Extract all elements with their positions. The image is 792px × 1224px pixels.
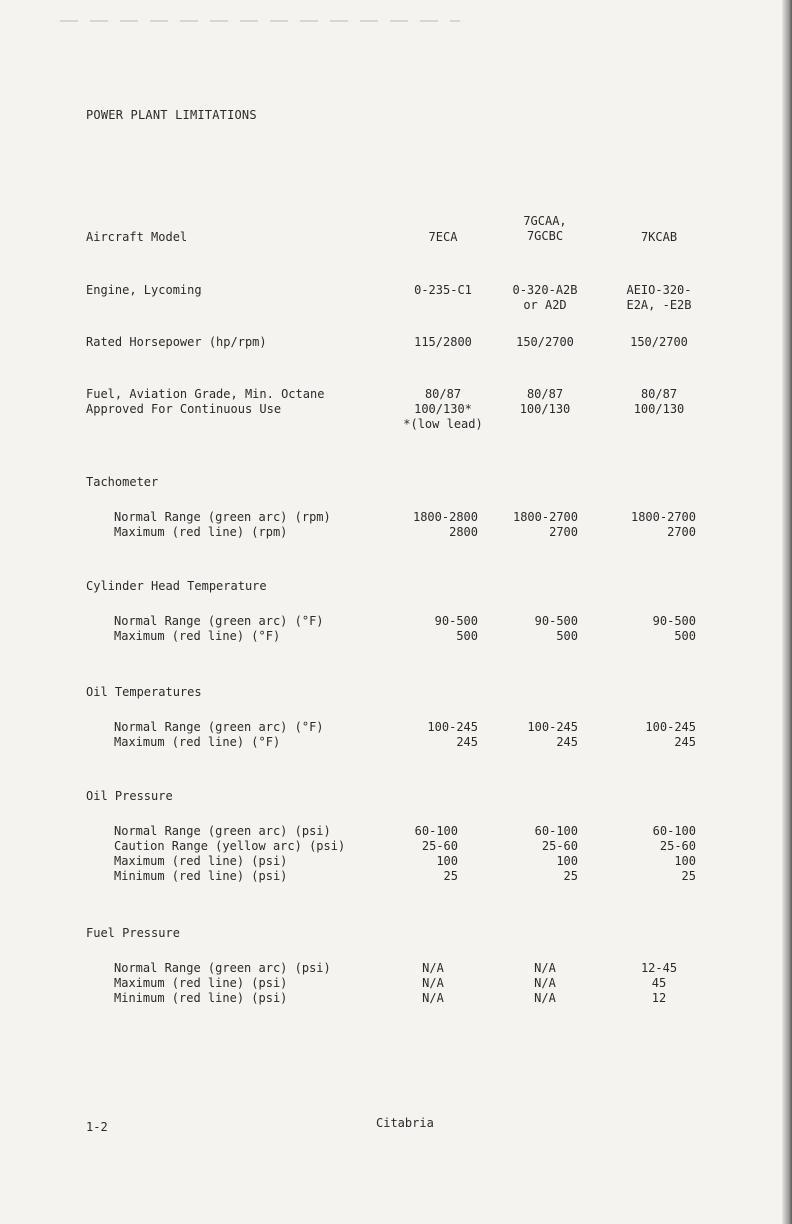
oil-temp-7kcab: 100-245 245 — [645, 720, 696, 749]
fuel-pressure-7gcaa-7gcbc: N/A N/A N/A — [534, 961, 556, 1005]
fuel-7gcaa-7gcbc: 80/87 100/130 — [519, 387, 571, 416]
fuel-pressure-7eca: N/A N/A N/A — [422, 961, 444, 1005]
tach-7kcab: 1800-2700 2700 — [630, 510, 696, 539]
oil-pressure-7eca: 60-100 25-60 100 25 — [414, 824, 458, 883]
model-7kcab: 7KCAB — [640, 230, 678, 244]
cht-7eca: 90-500 500 — [434, 614, 478, 643]
engine-7gcaa-7gcbc: 0-320-A2B or A2D — [512, 283, 578, 312]
engine-7eca: 0-235-C1 — [414, 283, 472, 297]
page-title: POWER PLANT LIMITATIONS — [86, 108, 257, 122]
fuel-pressure-labels: Normal Range (green arc) (psi) Maximum (red line) (psi) Minimum (red line) (psi) — [114, 961, 331, 1005]
tach-7eca: 1800-2800 2800 — [412, 510, 478, 539]
fuel-pressure-heading: Fuel Pressure — [86, 926, 180, 940]
cht-labels: Normal Range (green arc) (°F) Maximum (red line) (°F) — [114, 614, 324, 643]
cht-7kcab: 90-500 500 — [652, 614, 696, 643]
fuel-grade-label: Fuel, Aviation Grade, Min. Octane Approved For Continuous Use — [86, 387, 325, 416]
hp-7kcab: 150/2700 — [630, 335, 688, 349]
aircraft-model-label: Aircraft Model — [86, 230, 188, 244]
engine-label: Engine, Lycoming — [86, 283, 202, 297]
oil-pressure-labels: Normal Range (green arc) (psi) Caution Range (yellow arc) (psi) Maximum (red line) (psi) Minimum (red line) (psi) — [114, 824, 346, 883]
page-number: 1-2 — [86, 1120, 108, 1134]
oil-pressure-7gcaa-7gcbc: 60-100 25-60 100 25 — [534, 824, 578, 883]
fuel-pressure-7kcab: 12-45 45 12 — [640, 961, 678, 1005]
oil-temp-7eca: 100-245 245 — [427, 720, 478, 749]
cht-7gcaa-7gcbc: 90-500 500 — [534, 614, 578, 643]
footer-title: Citabria — [376, 1116, 434, 1130]
page-edge — [782, 0, 792, 1224]
tachometer-heading: Tachometer — [86, 475, 159, 489]
oil-temp-labels: Normal Range (green arc) (°F) Maximum (red line) (°F) — [114, 720, 324, 749]
oil-pressure-heading: Oil Pressure — [86, 789, 173, 803]
tach-7gcaa-7gcbc: 1800-2700 2700 — [512, 510, 578, 539]
oil-temp-heading: Oil Temperatures — [86, 685, 202, 699]
horsepower-label: Rated Horsepower (hp/rpm) — [86, 335, 267, 349]
oil-temp-7gcaa-7gcbc: 100-245 245 — [527, 720, 578, 749]
cht-heading: Cylinder Head Temperature — [86, 579, 267, 593]
oil-pressure-7kcab: 60-100 25-60 100 25 — [652, 824, 696, 883]
tachometer-labels: Normal Range (green arc) (rpm) Maximum (red line) (rpm) — [114, 510, 331, 539]
fuel-7eca: 80/87 100/130* *(low lead) — [403, 387, 483, 431]
fuel-7kcab: 80/87 100/130 — [633, 387, 685, 416]
model-7eca: 7ECA — [428, 230, 458, 244]
hp-7gcaa-7gcbc: 150/2700 — [516, 335, 574, 349]
engine-7kcab: AEIO-320- E2A, -E2B — [626, 283, 692, 312]
model-7gcaa-7gcbc: 7GCAA, 7GCBC — [523, 214, 567, 243]
hp-7eca: 115/2800 — [414, 335, 472, 349]
